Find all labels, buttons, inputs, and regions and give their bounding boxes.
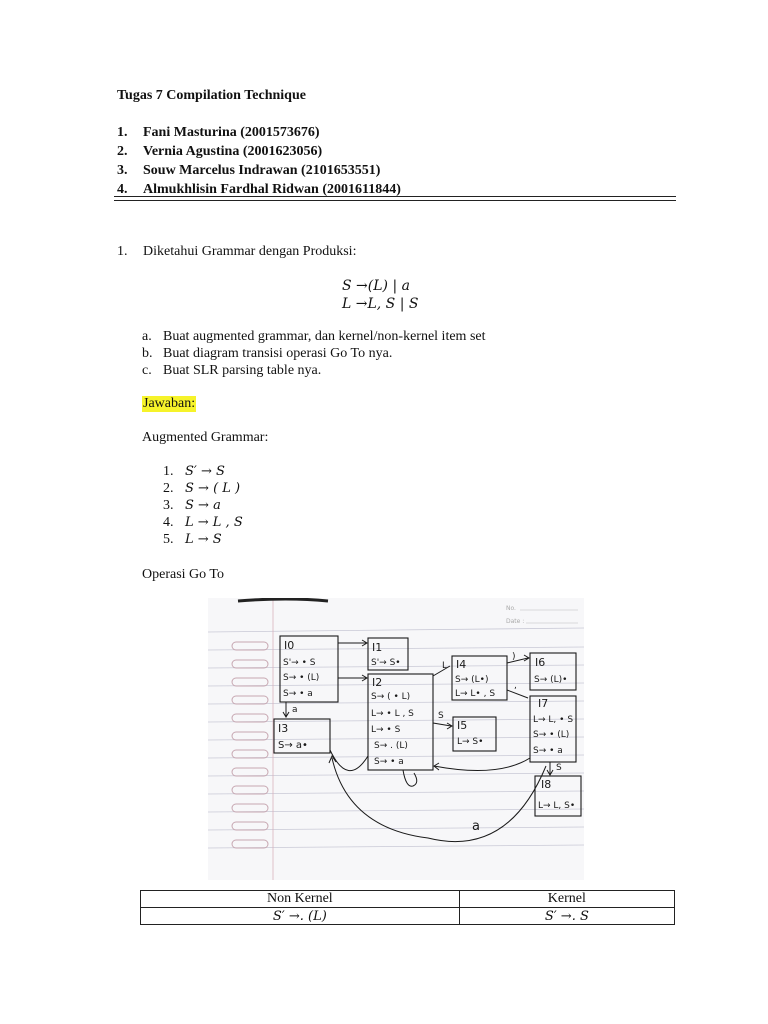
question-subitems — [142, 328, 486, 379]
subitem-text: Buat diagram transisi operasi Go To nya. — [163, 346, 393, 361]
member-list — [117, 123, 401, 199]
svg-text:I6: I6 — [535, 656, 546, 669]
member-item — [117, 161, 401, 180]
table-header-non-kernel: Non Kernel — [141, 891, 460, 908]
rule-item — [163, 514, 243, 531]
rule-item — [163, 497, 243, 514]
svg-text:S→ a•: S→ a• — [278, 740, 308, 751]
augmented-grammar-label: Augmented Grammar: — [142, 430, 269, 445]
header-divider-thick — [114, 196, 676, 197]
svg-text:L→ L, S•: L→ L, S• — [538, 801, 576, 811]
member-name: Souw Marcelus Indrawan (2101653551) — [143, 163, 381, 178]
subitem-label: a. — [142, 329, 152, 344]
question-1 — [117, 244, 356, 260]
svg-text:): ) — [512, 652, 516, 662]
subitem-label: c. — [142, 363, 152, 378]
member-number: 4. — [117, 182, 128, 197]
augmented-rules — [163, 463, 243, 548]
svg-text:a: a — [472, 819, 480, 834]
svg-text:S'→ • S: S'→ • S — [283, 658, 316, 668]
svg-text:S→ • (L): S→ • (L) — [283, 673, 320, 683]
svg-text:I4: I4 — [456, 658, 467, 671]
rule-item — [163, 531, 243, 548]
document-title: Tugas 7 Compilation Technique — [117, 88, 306, 103]
header-divider-thin — [114, 200, 676, 201]
subitem — [142, 328, 486, 345]
rule-expr: L → L , S — [185, 515, 243, 530]
svg-text:S→ • a: S→ • a — [283, 689, 313, 699]
rule-item — [163, 463, 243, 480]
svg-text:I8: I8 — [541, 778, 552, 791]
production-s: S →(L) | a — [342, 278, 410, 294]
kernel-table — [140, 890, 675, 925]
production-l: L →L, S | S — [342, 296, 419, 312]
svg-text:L: L — [442, 661, 448, 671]
table-header-row — [141, 891, 675, 908]
subitem-label: b. — [142, 346, 153, 361]
member-name: Vernia Agustina (2001623056) — [143, 144, 323, 159]
table-cell: S′ →. S — [459, 908, 674, 925]
rule-expr: L → S — [185, 532, 222, 547]
svg-text:S→ (L•): S→ (L•) — [455, 675, 489, 685]
rule-expr: S → ( L ) — [185, 481, 241, 496]
svg-text:I0: I0 — [284, 639, 295, 652]
member-number: 1. — [117, 125, 128, 140]
date-label: Date : — [506, 618, 525, 625]
svg-text:L→ • L , S: L→ • L , S — [371, 709, 414, 719]
rule-number: 5. — [163, 532, 174, 547]
svg-text:I5: I5 — [457, 719, 468, 732]
table-cell: S′ →. (L) — [141, 908, 460, 925]
svg-text:a: a — [292, 705, 298, 715]
svg-text:S: S — [556, 763, 562, 773]
svg-text:L→ L• , S: L→ L• , S — [455, 689, 496, 699]
question-number: 1. — [117, 244, 128, 259]
table-row — [141, 908, 675, 925]
rule-item — [163, 480, 243, 497]
member-item — [117, 142, 401, 161]
answer-heading: Jawaban: — [143, 396, 196, 411]
member-item — [117, 123, 401, 142]
rule-expr: S → a — [185, 498, 221, 513]
svg-text:S→ • (L): S→ • (L) — [533, 730, 570, 740]
svg-text:I1: I1 — [372, 641, 383, 654]
goto-label: Operasi Go To — [142, 567, 224, 582]
svg-text:L→ • S: L→ • S — [371, 725, 401, 735]
svg-text:I7: I7 — [538, 697, 549, 710]
rule-number: 1. — [163, 464, 174, 479]
notebook-paper — [208, 598, 584, 880]
member-number: 2. — [117, 144, 128, 159]
svg-text:S'→ S•: S'→ S• — [371, 658, 401, 668]
no-label: No. — [506, 605, 516, 612]
question-text: Diketahui Grammar dengan Produksi: — [143, 244, 357, 259]
rule-number: 4. — [163, 515, 174, 530]
svg-text:L→ S•: L→ S• — [457, 737, 484, 747]
member-name: Almukhlisin Fardhal Ridwan (2001611844) — [143, 182, 401, 197]
table-header-kernel: Kernel — [459, 891, 674, 908]
member-name: Fani Masturina (2001573676) — [143, 125, 320, 140]
svg-text:S→ ( • L): S→ ( • L) — [371, 692, 411, 702]
subitem-text: Buat augmented grammar, dan kernel/non-kernel item set — [163, 329, 486, 344]
svg-text:L→ L, • S: L→ L, • S — [533, 715, 574, 725]
rule-expr: S′ → S — [185, 464, 225, 479]
rule-number: 3. — [163, 498, 174, 513]
subitem-text: Buat SLR parsing table nya. — [163, 363, 322, 378]
subitem — [142, 362, 486, 379]
svg-text:S→ • a: S→ • a — [533, 746, 563, 756]
subitem — [142, 345, 486, 362]
svg-text:S: S — [438, 711, 444, 721]
goto-diagram — [208, 598, 584, 880]
rule-number: 2. — [163, 481, 174, 496]
svg-text:S→ . (L): S→ . (L) — [374, 741, 408, 751]
svg-text:I2: I2 — [372, 676, 383, 689]
svg-text:S→ • a: S→ • a — [374, 757, 404, 767]
svg-text:S→ (L)•: S→ (L)• — [534, 675, 568, 685]
member-number: 3. — [117, 163, 128, 178]
svg-text:,: , — [514, 681, 517, 691]
svg-text:I3: I3 — [278, 722, 289, 735]
